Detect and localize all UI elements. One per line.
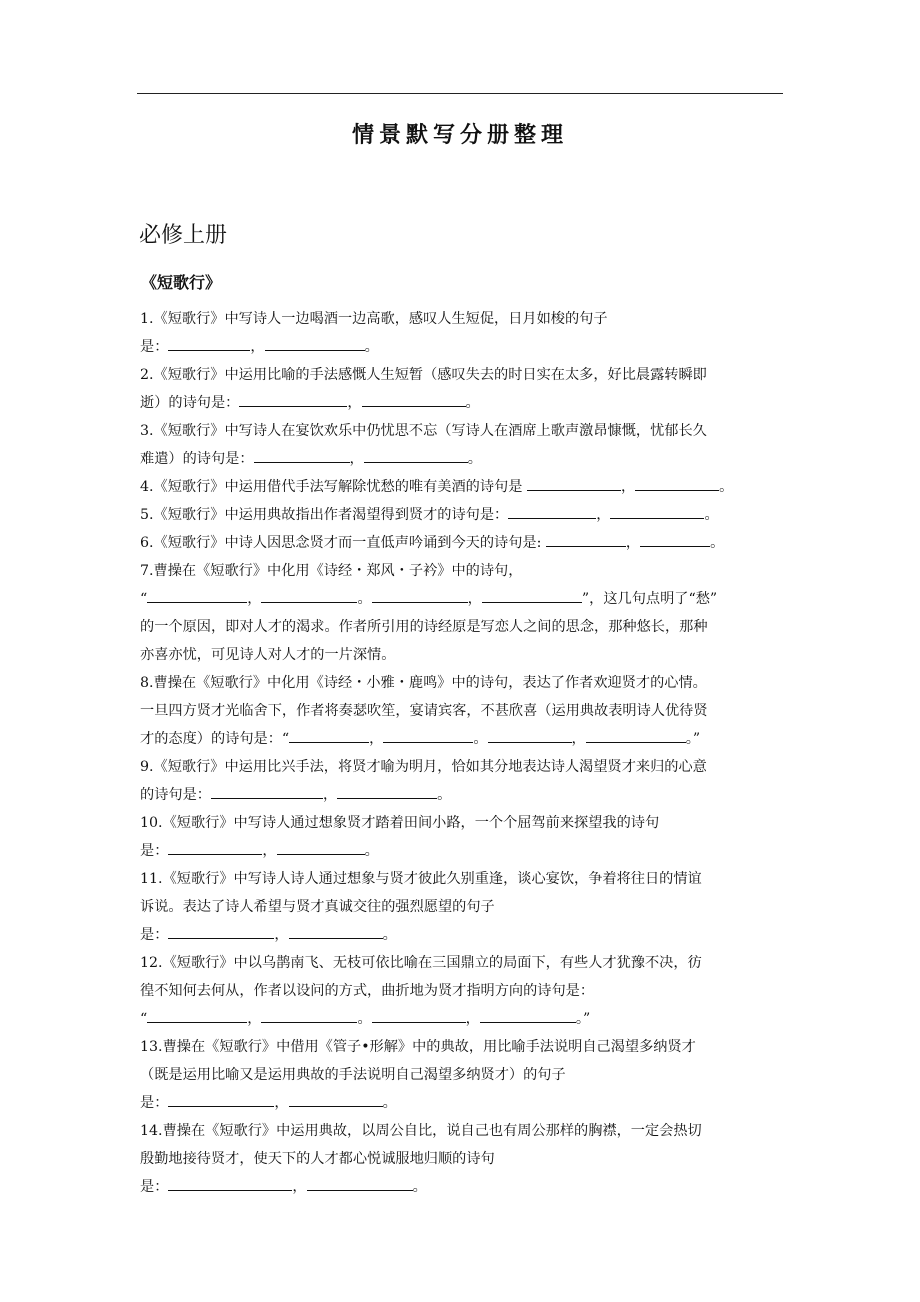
list-item: 3.《短歌行》中写诗人在宴饮欢乐中仍忧思不忘（写诗人在酒席上歌声激昂慷慨，忧郁长久 难遣）的诗句是： ， 。: [140, 423, 707, 467]
answer-blank[interactable]: [147, 1008, 247, 1023]
answer-blank[interactable]: [211, 784, 323, 799]
list-item: 5.《短歌行》中运用典故指出作者渴望得到贤才的诗句是： ， 。: [140, 501, 785, 529]
answer-blank[interactable]: [168, 1092, 274, 1107]
list-item: 12.《短歌行》中以乌鹊南飞、无枝可依比喻在三国鼎立的局面下，有些人才犹豫不决，彷 徨不知何去何从，作者以设问的方式，曲折地为贤才指明方向的诗句是： “ ， 。 ， 。”: [140, 955, 702, 1027]
answer-blank[interactable]: [168, 336, 250, 351]
answer-blank[interactable]: [640, 532, 710, 547]
answer-blank[interactable]: [289, 1092, 383, 1107]
answer-blank[interactable]: [277, 840, 365, 855]
answer-blank[interactable]: [239, 392, 347, 407]
list-item: 10.《短歌行》中写诗人通过想象贤才踏着田间小路，一个个屈驾前来探望我的诗句 是： ， 。: [140, 815, 660, 859]
answer-blank[interactable]: [372, 1008, 466, 1023]
answer-blank[interactable]: [527, 476, 621, 491]
answer-blank[interactable]: [383, 728, 473, 743]
answer-blank[interactable]: [362, 392, 466, 407]
answer-blank[interactable]: [337, 784, 437, 799]
answer-blank[interactable]: [635, 476, 719, 491]
answer-blank[interactable]: [482, 588, 582, 603]
header-rule: [137, 93, 783, 94]
answer-blank[interactable]: [168, 924, 274, 939]
list-item: 1.《短歌行》中写诗人一边喝酒一边高歌，感叹人生短促，日月如梭的句子 是： ， 。: [140, 311, 608, 355]
list-item: 8.曹操在《短歌行》中化用《诗经・小雅・鹿鸣》中的诗句，表达了作者欢迎贤才的心情。 一旦四方贤才光临舍下，作者将奏瑟吹笙，宴请宾客，不甚欣喜（运用典故表明诗人优待贤 才的态度）的诗句是：“ ， 。 ， 。”: [140, 675, 708, 747]
answer-blank[interactable]: [265, 336, 365, 351]
answer-blank[interactable]: [261, 1008, 357, 1023]
answer-blank[interactable]: [480, 1008, 576, 1023]
answer-blank[interactable]: [168, 840, 262, 855]
answer-blank[interactable]: [364, 448, 468, 463]
list-item: 4.《短歌行》中运用借代手法写解除忧愁的唯有美酒的诗句是 ， 。: [140, 473, 785, 501]
list-item: 14.曹操在《短歌行》中运用典故，以周公自比，说自己也有周公那样的胸襟，一定会热切 殷勤地接待贤才，使天下的人才都心悦诚服地归顺的诗句 是： ， 。: [140, 1123, 702, 1195]
answer-blank[interactable]: [289, 728, 369, 743]
section-heading: 必修上册: [139, 223, 228, 248]
document-title: 情景默写分册整理: [351, 122, 568, 148]
list-item: 9.《短歌行》中运用比兴手法，将贤才喻为明月，恰如其分地表达诗人渴望贤才来归的心意 的诗句是： ， 。: [140, 759, 707, 803]
answer-blank[interactable]: [289, 924, 383, 939]
answer-blank[interactable]: [508, 504, 596, 519]
answer-blank[interactable]: [546, 532, 626, 547]
answer-blank[interactable]: [488, 728, 572, 743]
answer-blank[interactable]: [261, 588, 357, 603]
answer-blank[interactable]: [372, 588, 468, 603]
list-item: 13.曹操在《短歌行》中借用《管子•形解》中的典故，用比喻手法说明自己渴望多纳贤才 （既是运用比喻又是运用典故的手法说明自己渴望多纳贤才）的句子 是： ， 。: [140, 1039, 696, 1111]
answer-blank[interactable]: [307, 1176, 413, 1191]
list-item: 11.《短歌行》中写诗人诗人通过想象与贤才彼此久别重逢，谈心宴饮，争着将往日的情谊 诉说。表达了诗人希望与贤才真诚交往的强烈愿望的句子 是： ， 。: [140, 871, 702, 943]
list-item: 7.曹操在《短歌行》中化用《诗经・郑风・子衿》中的诗句， “ ， 。 ， ”，这几句点明了“愁” 的一个原因，即对人才的渴求。作者所引用的诗经原是写恋人之间的思念，那种悠长，那种 亦喜亦忧，可见诗人对人才的一片深情。: [140, 563, 718, 663]
question-list: [140, 305, 785, 1201]
answer-blank[interactable]: [147, 588, 247, 603]
list-item: 6.《短歌行》中诗人因思念贤才而一直低声吟诵到今天的诗句是: ， 。: [140, 529, 785, 557]
answer-blank[interactable]: [254, 448, 350, 463]
answer-blank[interactable]: [610, 504, 704, 519]
list-item: 2.《短歌行》中运用比喻的手法感慨人生短暂（感叹失去的时日实在太多，好比晨露转瞬即 逝）的诗句是： ， 。: [140, 367, 707, 411]
answer-blank[interactable]: [168, 1176, 292, 1191]
answer-blank[interactable]: [586, 728, 686, 743]
poem-heading: 《短歌行》: [141, 273, 222, 292]
